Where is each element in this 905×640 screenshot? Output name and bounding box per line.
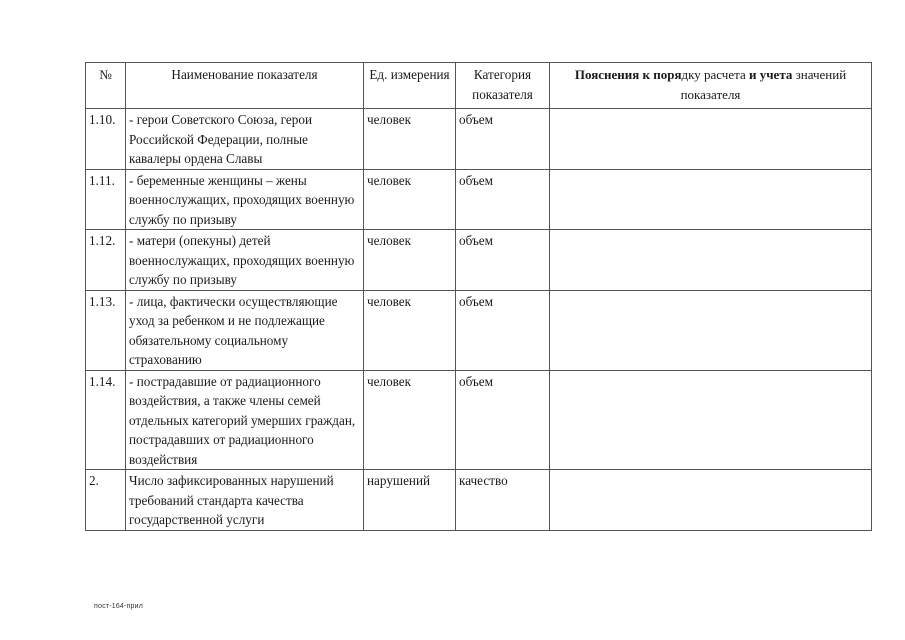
row-name: - пострадавшие от радиационного воздействия, а также члены семей отдельных категорий умерших граждан, пострадавших от радиационного воздействия bbox=[126, 370, 364, 470]
header-explanation bbox=[550, 63, 872, 109]
row-num: 1.12. bbox=[86, 230, 126, 291]
header-explanation-part2: дку расчета bbox=[681, 67, 749, 82]
table-row bbox=[86, 169, 872, 230]
row-category: объем bbox=[456, 169, 550, 230]
row-num: 1.11. bbox=[86, 169, 126, 230]
row-explanation bbox=[550, 370, 872, 470]
row-explanation bbox=[550, 109, 872, 170]
row-category: качество bbox=[456, 470, 550, 531]
row-category: объем bbox=[456, 290, 550, 370]
row-category: объем bbox=[456, 230, 550, 291]
indicators-table bbox=[85, 62, 872, 531]
table-row bbox=[86, 290, 872, 370]
row-unit: человек bbox=[364, 230, 456, 291]
row-category: объем bbox=[456, 109, 550, 170]
row-num: 1.13. bbox=[86, 290, 126, 370]
table-row bbox=[86, 230, 872, 291]
table-row bbox=[86, 370, 872, 470]
row-num: 1.14. bbox=[86, 370, 126, 470]
header-explanation-part3: и учета bbox=[748, 67, 793, 82]
row-unit: человек bbox=[364, 290, 456, 370]
table-row bbox=[86, 109, 872, 170]
row-name: - герои Советского Союза, герои Российской Федерации, полные кавалеры ордена Славы bbox=[126, 109, 364, 170]
row-explanation bbox=[550, 290, 872, 370]
row-explanation bbox=[550, 470, 872, 531]
row-name: - лица, фактически осуществляющие уход за ребенком и не подлежащие обязательному социальному страхованию bbox=[126, 290, 364, 370]
row-num: 2. bbox=[86, 470, 126, 531]
header-unit: Ед. измерения bbox=[364, 63, 456, 109]
row-explanation bbox=[550, 169, 872, 230]
row-unit: человек bbox=[364, 169, 456, 230]
row-name: - матери (опекуны) детей военнослужащих, проходящих военную службу по призыву bbox=[126, 230, 364, 291]
table-header-row bbox=[86, 63, 872, 109]
row-unit: человек bbox=[364, 109, 456, 170]
footer-document-code: пост-164-прил bbox=[94, 603, 144, 610]
row-num: 1.10. bbox=[86, 109, 126, 170]
row-explanation bbox=[550, 230, 872, 291]
row-category: объем bbox=[456, 370, 550, 470]
header-name: Наименование показателя bbox=[126, 63, 364, 109]
row-unit: человек bbox=[364, 370, 456, 470]
header-category: Категория показателя bbox=[456, 63, 550, 109]
row-name: - беременные женщины – жены военнослужащих, проходящих военную службу по призыву bbox=[126, 169, 364, 230]
row-unit: нарушений bbox=[364, 470, 456, 531]
header-explanation-part4: значений показателя bbox=[680, 67, 847, 102]
table-row bbox=[86, 470, 872, 531]
row-name: Число зафиксированных нарушений требований стандарта качества государственной услуги bbox=[126, 470, 364, 531]
header-explanation-part1: Пояснения к поря bbox=[574, 67, 682, 82]
header-num: № bbox=[86, 63, 126, 109]
